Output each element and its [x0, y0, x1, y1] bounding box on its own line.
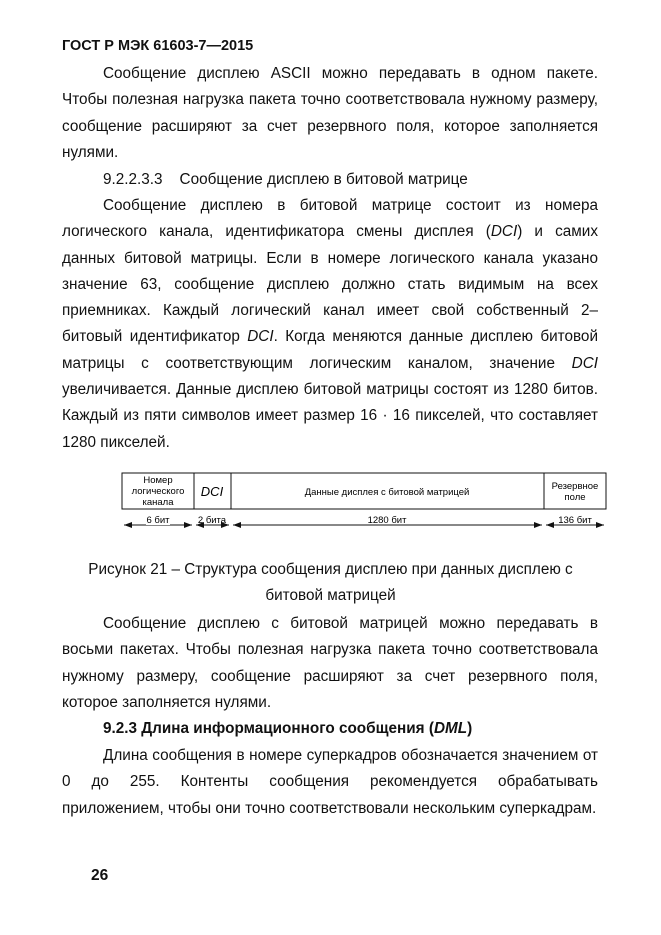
text-segment: увеличивается. Данные дисплею битовой матрицы состоят из 1280 битов. Каждый из пяти символов имеет размер 16 · 16 пикселей, что составляет 1280 пикселей. — [62, 381, 598, 451]
section-heading-close: ) — [467, 720, 473, 737]
field-bitmap-data-label: Данные дисплея с битовой матрицей — [304, 487, 470, 498]
field-reserved-label: поле — [564, 492, 586, 503]
section-heading — [103, 716, 472, 742]
field-channel-label: Номер — [143, 475, 173, 486]
dimension-label-channel: 6 бит — [146, 515, 170, 526]
field-channel-label: логического — [131, 486, 185, 497]
section-heading-text: 9.2.3 Длина информационного сообщения ( — [103, 720, 434, 737]
paragraph-message-length: Длина сообщения в номере суперкадров обозначается значением от 0 до 255. Контенты сообщения рекомендуется обрабатывать приложением, чтобы они точно соответствовали нескольким суперкадрам. — [62, 747, 598, 817]
dci-term: DCI — [490, 223, 518, 241]
dimension-label-dci: 2 бита — [197, 515, 227, 526]
figure-message-structure — [116, 469, 612, 537]
paragraph-eight-packets: Сообщение дисплею с битовой матрицей можно передавать в восьми пакетах. Чтобы полезная нагрузка пакета точно соответствовала нужному размеру, сообщение расширяют за счет резервного поля, которое заполняется нулями. — [62, 615, 598, 711]
dimension-label-reserved: 136 бит — [558, 515, 592, 526]
field-reserved-label: Резервное — [551, 481, 599, 492]
paragraph-ascii-message: Сообщение дисплею ASCII можно передавать в одном пакете. Чтобы полезная нагрузка пакета точно соответствовала нужному размеру, сообщение расширяют за счет резервного поля, которое заполняется нулями. — [62, 65, 598, 161]
field-channel-label: канала — [142, 497, 174, 508]
dimension-label-data: 1280 бит — [367, 515, 407, 526]
field-dci-label: DCI — [200, 484, 224, 499]
text-segment: Сообщение дисплею в битовой матрице состоит из номера логического канала, идентификатора смены дисплея ( — [62, 197, 598, 241]
section-heading-dml: DML — [433, 720, 468, 737]
dci-term: DCI — [571, 354, 598, 372]
text-segment: ) и самих данных битовой матрицы. Если в номере логического канала указано значение 63, сообщение дисплею должно стать видимым на всех приемниках. Каждый логический канал имеет свой собственный 2–битовый идентификатор — [62, 223, 598, 346]
page-number: 26 — [91, 867, 109, 884]
text-segment: . Когда меняются данные дисплею битовой матрицы с соответствующим логическим каналом, значение — [62, 328, 598, 372]
dci-term: DCI — [247, 328, 274, 346]
subsection-heading: 9.2.2.3.3 Сообщение дисплею в битовой матрице — [103, 171, 468, 188]
figure-caption — [0, 557, 661, 610]
caption-line: битовой матрицей — [265, 587, 396, 605]
paragraph-bitmap-message — [62, 193, 598, 456]
document-header: ГОСТ Р МЭК 61603-7—2015 — [62, 38, 254, 54]
caption-line: Рисунок 21 – Структура сообщения дисплею при данных дисплею с — [88, 561, 573, 578]
